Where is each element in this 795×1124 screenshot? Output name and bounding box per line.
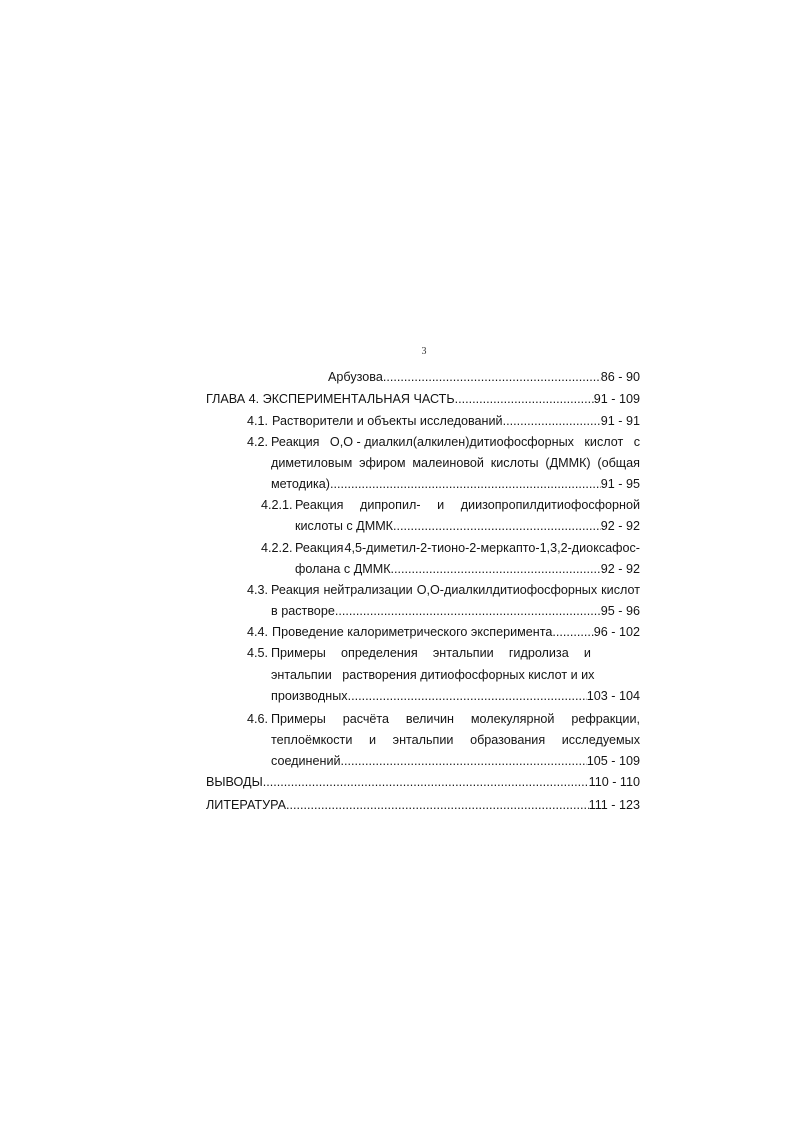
toc-entry-pages: 110 - 110 <box>588 775 640 789</box>
toc-word: энтальпии <box>392 733 454 747</box>
toc-entry-pages: 86 - 90 <box>600 370 640 384</box>
toc-entry-4-2-2-line-2 <box>295 559 640 579</box>
toc-entry-4-3-line-2 <box>271 601 640 621</box>
toc-entry-4-2-line-3 <box>271 474 640 494</box>
toc-entry-4-5-line-1 <box>271 643 591 663</box>
dot-leader <box>552 622 593 642</box>
toc-word: эфиром <box>359 456 406 470</box>
toc-word: нейтрализации <box>323 583 413 597</box>
toc-word: молекулярной <box>470 712 555 726</box>
toc-entry-4-4 <box>247 622 640 642</box>
toc-entry-pages: 103 - 104 <box>586 689 640 703</box>
toc-entry-title: в растворе <box>271 604 335 618</box>
toc-entry-4-2-line-2 <box>271 453 640 473</box>
toc-entry-pages: 95 - 96 <box>600 604 640 618</box>
toc-entry-title: Растворители и объекты исследований <box>272 414 503 428</box>
toc-word: расчёта <box>342 712 390 726</box>
toc-entry-pages: 91 - 91 <box>600 414 640 428</box>
toc-word: и <box>437 498 445 512</box>
toc-word: малеиновой <box>412 456 484 470</box>
toc-entry-pages: 91 - 109 <box>593 392 640 406</box>
dot-leader <box>348 686 587 706</box>
toc-entry-conclusions <box>206 772 640 792</box>
dot-leader <box>263 772 589 792</box>
toc-word: рефракции, <box>571 712 640 726</box>
dot-leader <box>383 367 601 387</box>
toc-word: определения <box>341 646 418 660</box>
toc-entry-4-2-1-line-1 <box>295 495 640 515</box>
toc-word: О,О-диалкилдитиофосфорных <box>416 583 598 597</box>
toc-entry-pages: 91 - 95 <box>600 477 640 491</box>
toc-word: гидролиза <box>508 646 569 660</box>
toc-entry-number: 4.2. <box>247 435 269 449</box>
toc-entry-4-5-line-2: энтальпии растворения дитиофосфорных кислот и их <box>271 668 595 682</box>
toc-entry-4-2-1-line-2 <box>295 516 640 536</box>
toc-word: Примеры <box>271 712 326 726</box>
toc-word: и <box>583 646 591 660</box>
toc-word: исследуемых <box>561 733 640 747</box>
toc-entry-title: методика) <box>271 477 330 491</box>
toc-word: (общая <box>597 456 640 470</box>
toc-entry-title: фолана с ДММК <box>295 562 391 576</box>
dot-leader <box>286 795 589 815</box>
toc-word: энтальпии <box>432 646 494 660</box>
toc-entry-4-6-line-3 <box>271 751 640 771</box>
toc-entry-title: кислоты с ДММК <box>295 519 394 533</box>
toc-entry-title: ГЛАВА 4. ЭКСПЕРИМЕНТАЛЬНАЯ ЧАСТЬ <box>206 392 455 406</box>
toc-entry-4-6-line-1 <box>271 709 640 729</box>
toc-entry-4-3-line-1 <box>271 580 640 600</box>
toc-word: 4,5-диметил-2-тионо-2-меркапто-1,3,2-диоксафос- <box>344 541 640 555</box>
dot-leader <box>391 559 601 579</box>
toc-word: кислот <box>584 435 624 449</box>
dot-leader <box>341 751 587 771</box>
toc-entry-number: 4.4. <box>247 625 269 639</box>
dot-leader <box>330 474 601 494</box>
toc-entry-title: ЛИТЕРАТУРА <box>206 798 287 812</box>
toc-entry-4-1 <box>247 411 640 431</box>
toc-entry-pages: 92 - 92 <box>600 519 640 533</box>
toc-word: диизопропилдитиофосфорной <box>460 498 640 512</box>
toc-entry-4-2-2-line-1 <box>295 538 640 558</box>
toc-entry-4-2-line-1 <box>271 432 640 452</box>
toc-entry-pages: 92 - 92 <box>600 562 640 576</box>
toc-entry-pages: 111 - 123 <box>588 798 640 812</box>
toc-word: О,О - диалкил(алкилен)дитиофосфорных <box>329 435 574 449</box>
toc-entry-title: производных <box>271 689 348 703</box>
toc-word: кислоты <box>490 456 539 470</box>
toc-word: Реакция <box>295 498 344 512</box>
toc-entry-number: 4.3. <box>247 583 269 597</box>
toc-word: с <box>633 435 640 449</box>
toc-word: Реакция <box>271 583 320 597</box>
toc-entry-pages: 96 - 102 <box>593 625 640 639</box>
toc-entry-chapter-4 <box>206 389 640 409</box>
toc-word: величин <box>405 712 454 726</box>
dot-leader <box>335 601 601 621</box>
toc-word: диметиловым <box>271 456 353 470</box>
toc-word: теплоёмкости <box>271 733 353 747</box>
toc-entry-title: ВЫВОДЫ <box>206 775 263 789</box>
page-number: 3 <box>421 346 427 357</box>
toc-entry-title: Проведение калориметрического эксперимента <box>272 625 553 639</box>
toc-word: дипропил- <box>359 498 421 512</box>
toc-word: Реакция <box>295 541 344 555</box>
dot-leader <box>455 389 594 409</box>
toc-entry-title: Арбузова <box>328 370 383 384</box>
toc-word: Примеры <box>271 646 326 660</box>
toc-entry-number: 4.1. <box>247 414 269 428</box>
toc-word: (ДММК) <box>545 456 591 470</box>
toc-word: кислот <box>601 583 640 597</box>
toc-word: образования <box>470 733 546 747</box>
dot-leader <box>393 516 601 536</box>
toc-entry-literature <box>206 795 640 815</box>
toc-entry-pages: 105 - 109 <box>586 754 640 768</box>
dot-leader <box>503 411 601 431</box>
toc-entry-title: соединений <box>271 754 341 768</box>
toc-entry-4-6-line-2 <box>271 730 640 750</box>
toc-entry-arbuzova <box>328 367 640 387</box>
toc-entry-number: 4.5. <box>247 646 269 660</box>
toc-word: и <box>368 733 377 747</box>
toc-entry-number: 4.2.2. <box>261 541 293 555</box>
toc-word: Реакция <box>271 435 320 449</box>
toc-entry-number: 4.6. <box>247 712 269 726</box>
toc-entry-number: 4.2.1. <box>261 498 293 512</box>
toc-entry-4-5-line-3 <box>271 686 640 706</box>
